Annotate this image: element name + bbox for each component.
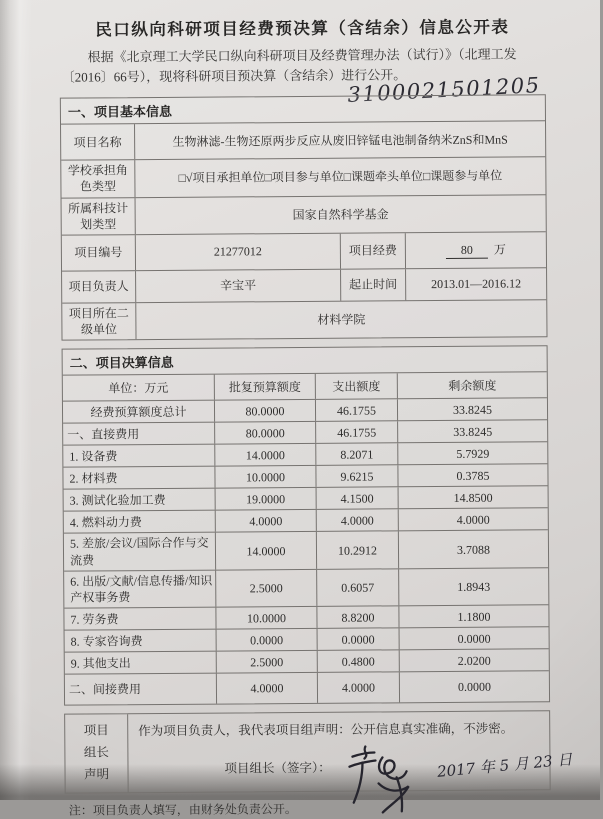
role-type-options: □√项目承担单位□项目参与单位□课题牵头单位□课题参与单位 xyxy=(134,158,545,197)
role-type-label: 学校承担角色类型 xyxy=(67,163,128,194)
row-label: 7. 劳务费 xyxy=(70,611,119,627)
table-row xyxy=(65,670,549,704)
approved-cell: 4.0000 xyxy=(215,510,316,532)
declaration-statement: 作为项目负责人，我代表项目组声明：公开信息真实准确，不涉密。 xyxy=(138,721,514,739)
budget-section-title: 二、项目决算信息 xyxy=(69,355,174,372)
funding-value xyxy=(405,232,546,268)
remaining-cell: 1.8943 xyxy=(398,568,548,605)
table-row xyxy=(61,157,545,198)
remaining-cell: 0.0000 xyxy=(399,671,549,702)
table-row xyxy=(65,626,549,651)
table-row xyxy=(64,567,548,608)
table-row xyxy=(63,464,547,489)
period-value: 2013.01—2016.12 xyxy=(405,268,546,300)
funding-unit: 万 xyxy=(493,242,506,258)
plan-type-value: 国家自然科学基金 xyxy=(135,195,546,234)
remaining-cell: 2.0200 xyxy=(399,649,549,671)
table-row xyxy=(63,398,547,423)
table-row xyxy=(64,486,548,511)
table-row xyxy=(61,121,545,160)
table-row xyxy=(64,604,548,629)
remaining-cell: 1.1800 xyxy=(398,605,548,627)
table-row xyxy=(65,648,549,673)
table-row xyxy=(62,267,546,302)
project-no-label: 项目编号 xyxy=(74,245,123,261)
basic-info-table xyxy=(60,95,548,342)
table-row xyxy=(62,299,546,340)
table-row xyxy=(64,530,548,571)
pi-label: 项目负责人 xyxy=(68,279,129,295)
declaration-box xyxy=(64,710,574,793)
signature-line xyxy=(138,746,574,787)
table-row xyxy=(62,194,546,235)
row-label: 9. 其他支出 xyxy=(70,655,131,671)
approved-cell: 2.5000 xyxy=(216,651,317,673)
column-header-spent: 支出额度 xyxy=(315,374,397,400)
declaration-label-line: 组长 xyxy=(83,745,109,760)
plan-type-label: 所属科技计划类型 xyxy=(68,200,129,232)
spent-cell: 4.1500 xyxy=(316,488,398,510)
table-row xyxy=(63,420,547,445)
row-label: 6. 出版/文献/信息传播/知识产权事务费 xyxy=(70,573,213,605)
remaining-cell: 14.8500 xyxy=(398,487,548,509)
declaration-body xyxy=(128,711,582,792)
basic-info-section-title: 一、项目基本信息 xyxy=(67,104,172,120)
spent-cell: 0.4800 xyxy=(317,650,399,672)
declaration-label-line: 声明 xyxy=(83,767,110,782)
sign-date-handwriting: 2017 年 5 月 23 日 xyxy=(436,750,574,782)
remaining-cell: 0.0000 xyxy=(399,627,549,649)
spent-cell: 0.6057 xyxy=(316,569,398,606)
table-row xyxy=(62,231,546,270)
signature-handwriting xyxy=(345,743,438,816)
project-no-value: 21277012 xyxy=(135,234,340,270)
declaration-label xyxy=(65,714,129,792)
remaining-cell: 4.0000 xyxy=(398,509,548,531)
spent-cell: 8.2071 xyxy=(315,444,397,466)
column-header-remaining: 剩余额度 xyxy=(397,373,547,399)
approved-cell: 14.0000 xyxy=(215,532,316,569)
footnote: 注：项目负责人填写，由财务处负责公开。 xyxy=(68,801,297,818)
row-label: 3. 测试化验加工费 xyxy=(69,492,166,508)
row-label: 4. 燃料动力费 xyxy=(69,514,142,530)
row-label: 5. 差旅/会议/国际合作与交流费 xyxy=(69,536,209,568)
project-name-label: 项目名称 xyxy=(73,134,122,150)
sign-label: 项目组长（签字）： xyxy=(224,760,331,776)
remaining-cell: 33.8245 xyxy=(397,399,547,421)
page-title: 民口纵向科研项目经费预决算（含结余）信息公开表 xyxy=(95,17,510,40)
approved-cell: 10.0000 xyxy=(215,607,316,629)
spent-cell: 4.0000 xyxy=(317,672,399,703)
table-row xyxy=(63,442,547,467)
spent-cell: 8.8200 xyxy=(316,606,398,628)
period-label: 起止时间 xyxy=(340,269,405,300)
column-header-unit: 单位：万元 xyxy=(108,380,169,396)
unit-label: 项目所在二级单位 xyxy=(68,306,129,337)
funding-amount: 80 xyxy=(446,242,488,259)
funding-label: 项目经费 xyxy=(340,233,405,268)
serial-number-handwriting: 3100021501205 xyxy=(346,72,542,108)
approved-cell: 0.0000 xyxy=(216,629,317,651)
remaining-cell: 33.8245 xyxy=(397,421,547,443)
project-name-value: 生物淋滤-生物还原两步反应从废旧锌锰电池制备纳米ZnS和MnS xyxy=(134,122,545,160)
declaration-label-line: 项目 xyxy=(83,723,109,738)
spent-cell: 0.0000 xyxy=(317,628,399,650)
row-label: 8. 专家咨询费 xyxy=(70,633,143,649)
approved-cell: 80.0000 xyxy=(214,400,315,422)
row-label: 二、间接费用 xyxy=(68,682,142,697)
table-row xyxy=(64,508,548,533)
budget-table xyxy=(62,346,550,706)
approved-cell: 4.0000 xyxy=(216,673,317,704)
remaining-cell: 0.3785 xyxy=(397,465,547,487)
unit-value: 材料学院 xyxy=(135,300,546,339)
column-header-approved: 批复预算额度 xyxy=(214,374,315,400)
row-label: 经费预算额度总计 xyxy=(90,404,187,420)
spent-cell: 4.0000 xyxy=(316,510,398,532)
table-header-row xyxy=(63,372,547,401)
approved-cell: 80.0000 xyxy=(214,422,315,444)
spent-cell: 46.1755 xyxy=(315,422,397,444)
approved-cell: 14.0000 xyxy=(214,444,315,466)
remaining-cell: 3.7088 xyxy=(398,531,548,568)
row-label: 1. 设备费 xyxy=(69,449,118,464)
pi-name: 辛宝平 xyxy=(135,270,340,302)
spent-cell: 9.6215 xyxy=(315,466,397,488)
approved-cell: 19.0000 xyxy=(215,488,316,510)
spent-cell: 46.1755 xyxy=(315,400,397,422)
remaining-cell: 5.7929 xyxy=(397,443,547,465)
row-label: 一、直接费用 xyxy=(67,426,140,442)
row-label: 2. 材料费 xyxy=(69,471,118,486)
approved-cell: 10.0000 xyxy=(214,466,315,488)
approved-cell: 2.5000 xyxy=(215,570,316,607)
intro-paragraph: 根据《北京理工大学民口纵向科研项目及经费管理办法（试行）》（北理工发〔2016〕66号），现将科研项目预决算（含结余）进行公开。 xyxy=(61,46,517,85)
spent-cell: 10.2912 xyxy=(316,532,398,569)
